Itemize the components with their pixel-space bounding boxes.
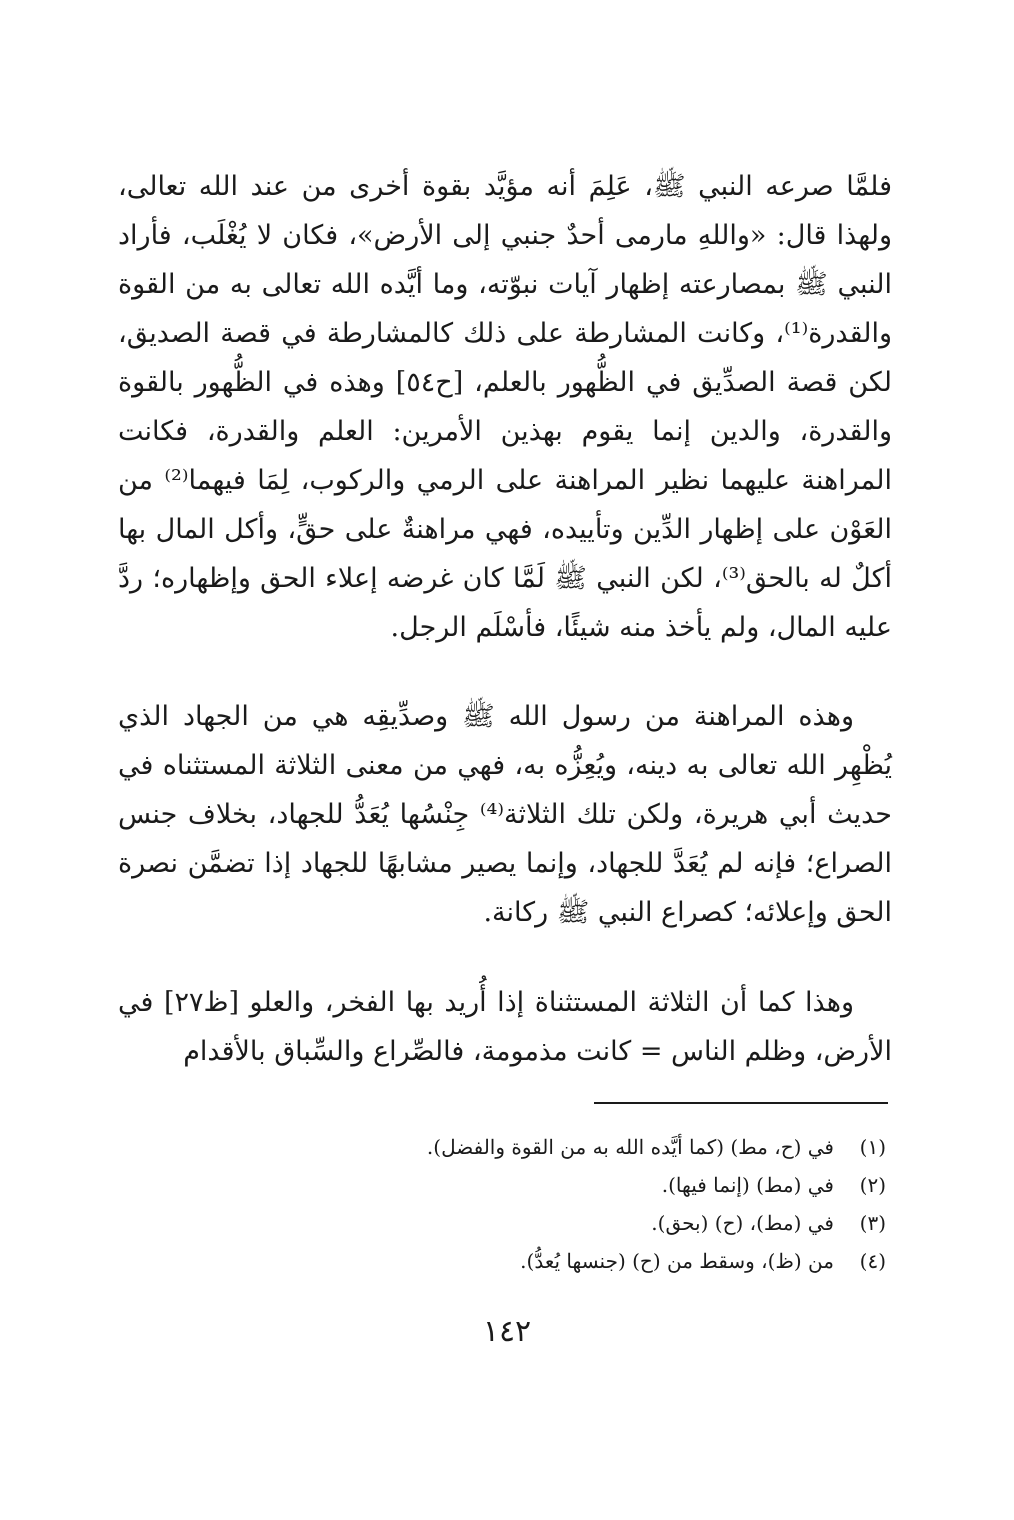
footnote-text: في (مط) (إنما فيها). xyxy=(661,1173,834,1197)
main-text-block xyxy=(118,692,892,937)
footnote-4 xyxy=(246,1242,886,1280)
paragraph-1: فلمَّا صرعه النبي ﷺ، عَلِمَ أنه مؤيَّد بقوة أخرى من عند الله تعالى، ولهذا قال: «واللهِ مارمى أحدٌ جنبي إلى الأرض»، فكان لا يُغْلَب، فأراد النبي ﷺ بمصارعته إظهار آيات نبوّته، وما أيَّده الله تعالى به من القوة والقدرة⁽¹⁾، وكانت المشارطة على ذلك كالمشارطة في قصة الصديق، لكن قصة الصدِّيق في الظُّهور بالعلم، [ح٥٤] وهذه في الظُّهور بالقوة والقدرة، والدين إنما يقوم بهذين الأمرين: العلم والقدرة، فكانت المراهنة عليهما نظير المراهنة على الرمي والركوب، لِمَا فيهما⁽²⁾ من العَوْن على إظهار الدِّين وتأييده، فهي مراهنةٌ على حقٍّ، وأكل المال بها أكلٌ له بالحق⁽³⁾، لكن النبي ﷺ لَمَّا كان غرضه إعلاء الحق وإظهاره؛ ردَّ عليه المال، ولم يأخذ منه شيئًا، فأسْلَم الرجل. xyxy=(118,171,892,643)
footnote-number: (٢) xyxy=(859,1173,886,1197)
footnote-number: (٤) xyxy=(859,1249,886,1273)
footnote-text: من (ظ)، وسقط من (ح) (جنسها يُعدُّ). xyxy=(520,1249,834,1273)
footnote-text: في (ح، مط) (كما أيَّده الله به من القوة والفضل). xyxy=(426,1135,834,1159)
footnote-number: (١) xyxy=(859,1135,886,1159)
main-text-block xyxy=(118,978,892,1076)
paragraph-3: وهذا كما أن الثلاثة المستثناة إذا أُريد بها الفخر، والعلو [ظ٢٧] في الأرض، وظلم الناس = كانت مذمومة، فالصِّراع والسِّباق بالأقدام xyxy=(118,987,892,1067)
footnote-separator xyxy=(594,1102,888,1104)
paragraph-2: وهذه المراهنة من رسول الله ﷺ وصدِّيقِه هي من الجهاد الذي يُظْهِر الله تعالى به دينه، ويُعِزُّه به، فهي من معنى الثلاثة المستثناه في حديث أبي هريرة، ولكن تلك الثلاثة⁽⁴⁾ جِنْسُها يُعَدُّ للجهاد، بخلاف جنس الصراع؛ فإنه لم يُعَدَّ للجهاد، وإنما يصير مشابهًا للجهاد إذا تضمَّن نصرة الحق وإعلائه؛ كصراع النبي ﷺ ركانة. xyxy=(118,701,892,928)
footnote-1 xyxy=(246,1128,886,1166)
main-text-block xyxy=(118,162,892,652)
footnotes xyxy=(246,1128,886,1280)
footnote-text: في (مط)، (ح) (بحق). xyxy=(651,1211,834,1235)
footnote-3 xyxy=(246,1204,886,1242)
page-number: ١٤٢ xyxy=(482,1314,532,1349)
footnote-2 xyxy=(246,1166,886,1204)
footnote-number: (٣) xyxy=(859,1211,886,1235)
